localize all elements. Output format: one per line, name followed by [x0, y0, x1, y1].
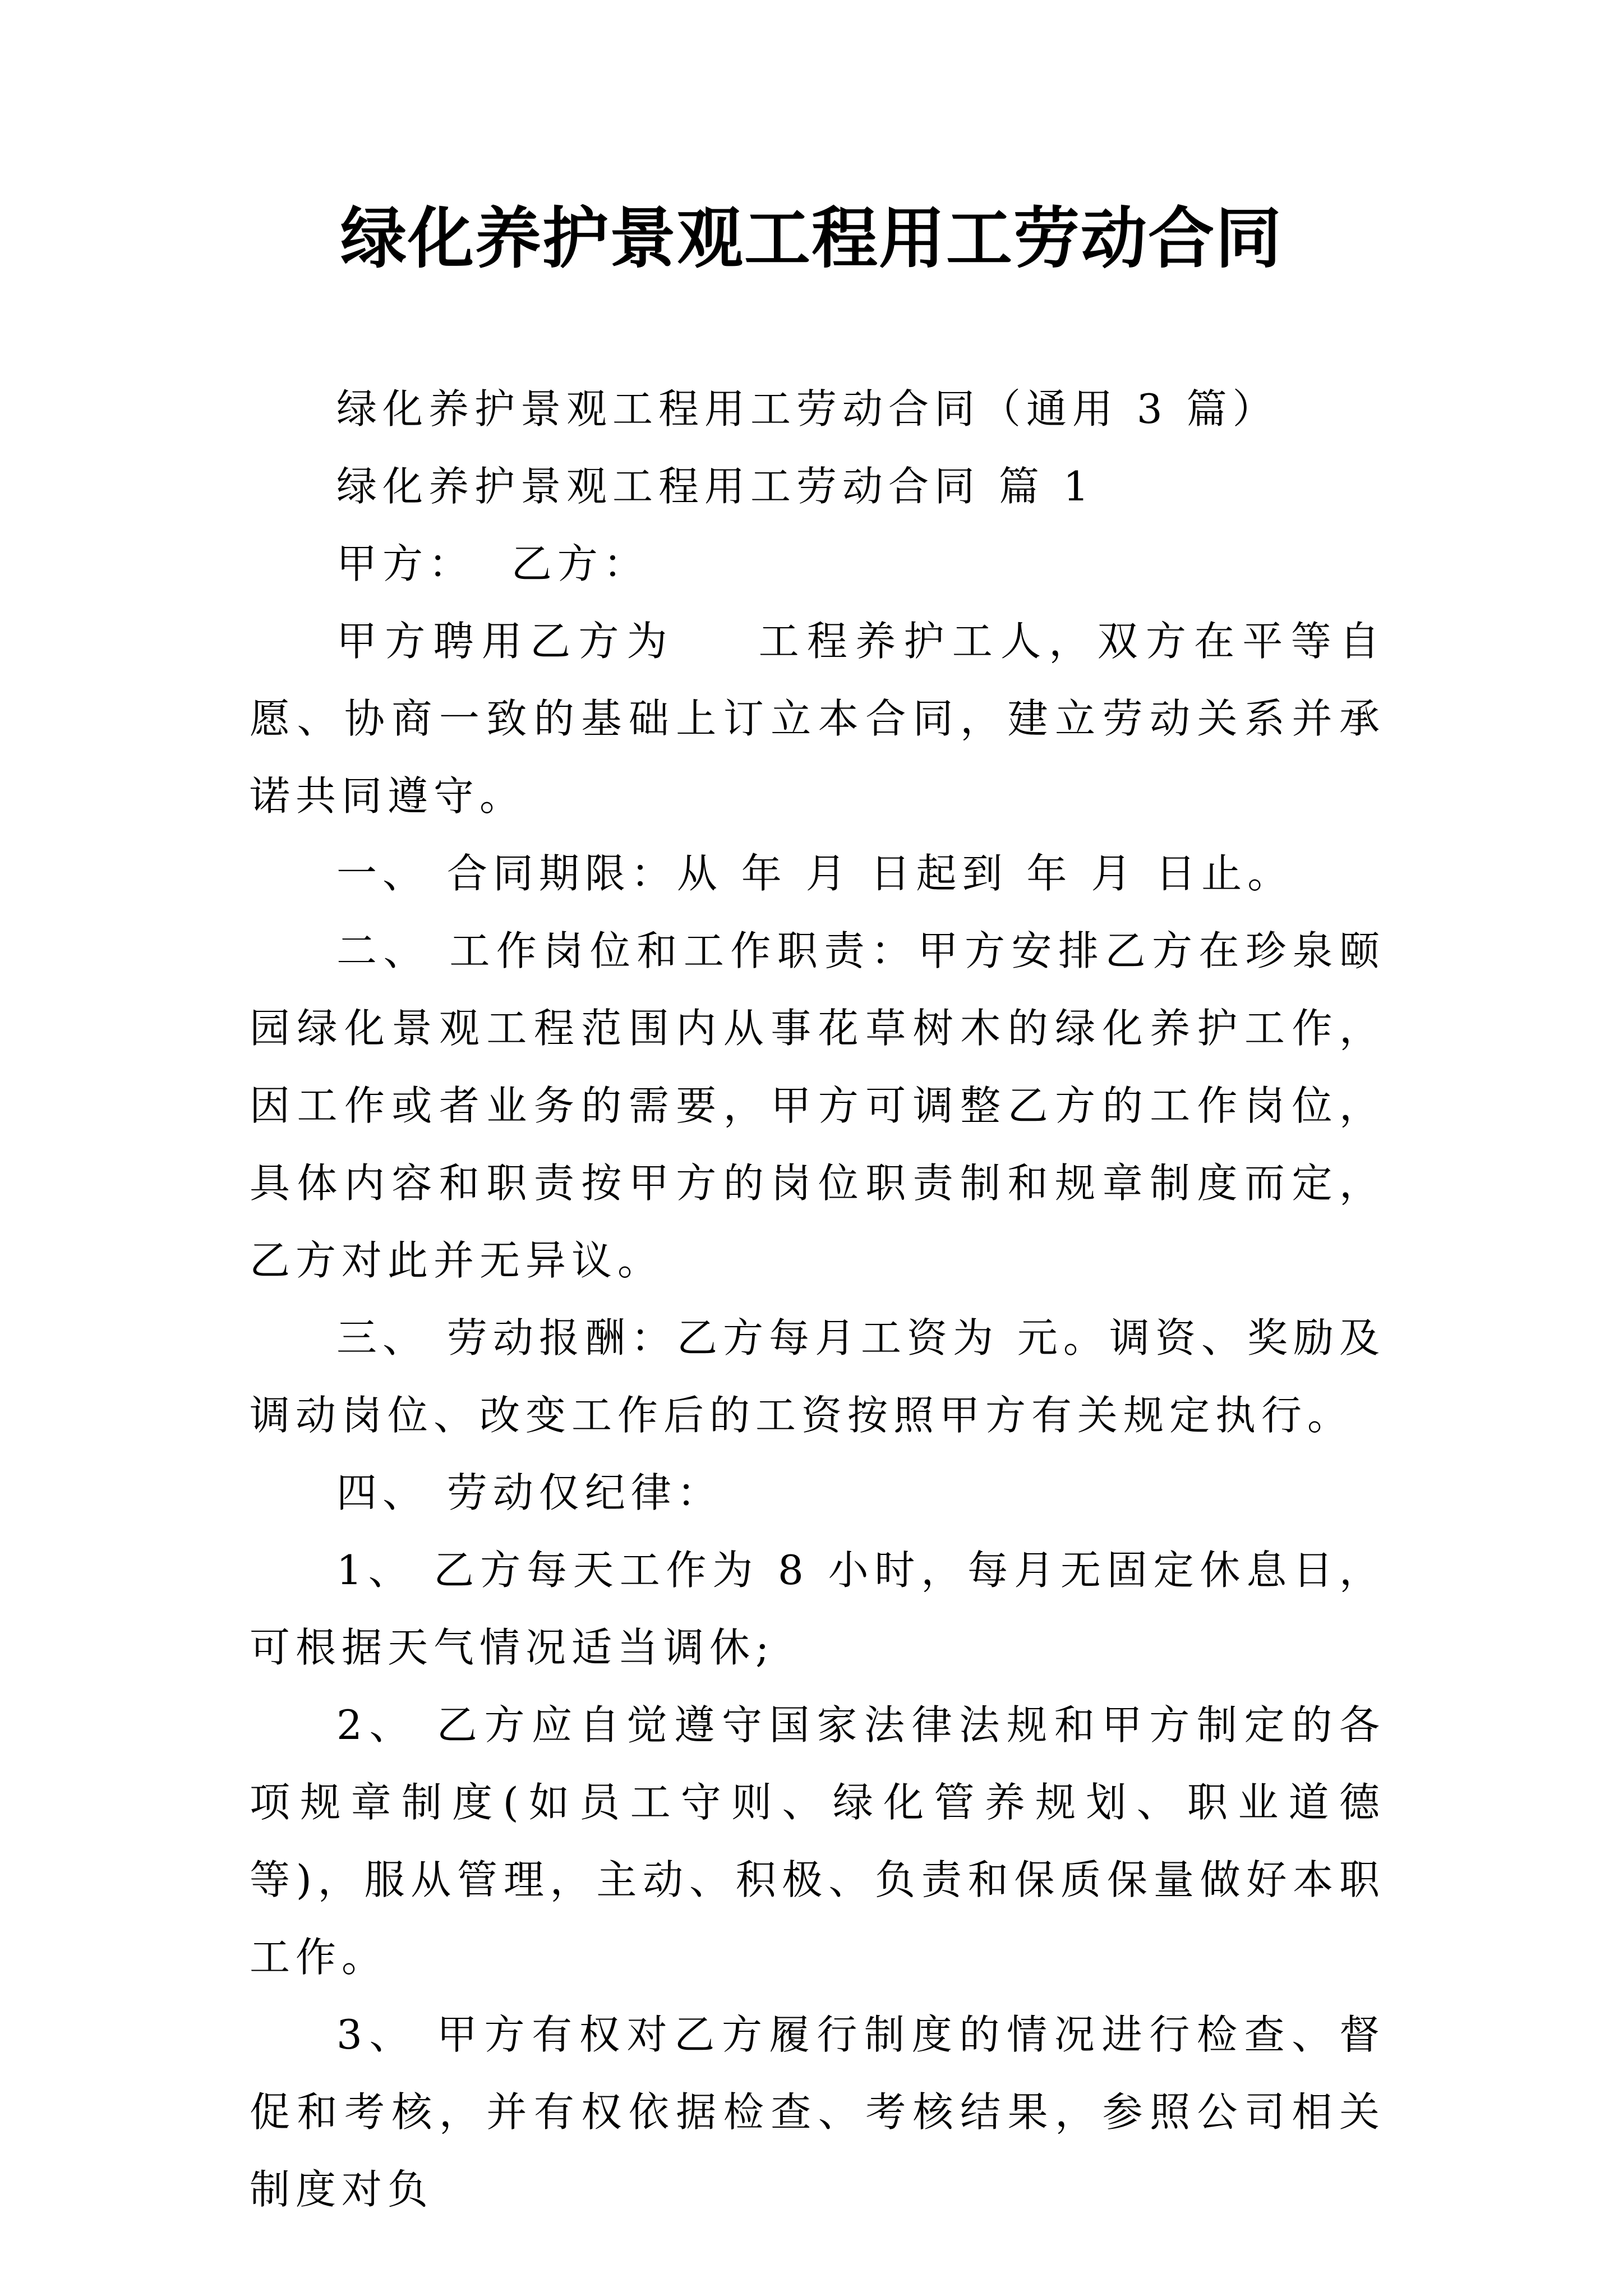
- paragraph-item-1: 1、 乙方每天工作为 8 小时，每月无固定休息日，可根据天气情况适当调休;: [250, 1547, 1385, 1671]
- paragraph-parties: 甲方： 乙方：: [336, 540, 649, 587]
- paragraph-item-2: 2、 乙方应自觉遵守国家法律法规和甲方制定的各项规章制度(如员工守则、绿化管养规划、职业道德等)，服从管理，主动、积极、负责和保质保量做好本职工作。: [250, 1701, 1385, 1981]
- paragraph-subtitle: 绿化养护景观工程用工劳动合同（通用 3 篇）: [336, 385, 1279, 432]
- document-title: 绿化养护景观工程用工劳动合同: [340, 199, 1283, 277]
- paragraph-term: 一、 合同期限：从 年 月 日起到 年 月 日止。: [336, 850, 1294, 897]
- paragraph-preamble: 甲方聘用乙方为 工程养护工人，双方在平等自愿、协商一致的基础上订立本合同，建立劳动关系并承诺共同遵守。: [250, 618, 1385, 820]
- paragraph-salary: 三、 劳动报酬：乙方每月工资为 元。调资、奖励及调动岗位、改变工作后的工资按照甲方有关规定执行。: [250, 1314, 1385, 1439]
- document-body: [250, 370, 1385, 2228]
- paragraph-section-heading: 绿化养护景观工程用工劳动合同 篇 1: [336, 463, 1095, 510]
- paragraph-discipline-heading: 四、 劳动仅纪律：: [336, 1469, 723, 1516]
- paragraph-item-3: 3、 甲方有权对乙方履行制度的情况进行检查、督促和考核，并有权依据检查、考核结果，参照公司相关制度对负: [250, 2011, 1385, 2213]
- paragraph-duties: 二、 工作岗位和工作职责：甲方安排乙方在珍泉颐园绿化景观工程范围内从事花草树木的绿化养护工作，因工作或者业务的需要，甲方可调整乙方的工作岗位，具体内容和职责按甲方的岗位职责制和规章制度而定，乙方对此并无异议。: [250, 927, 1385, 1284]
